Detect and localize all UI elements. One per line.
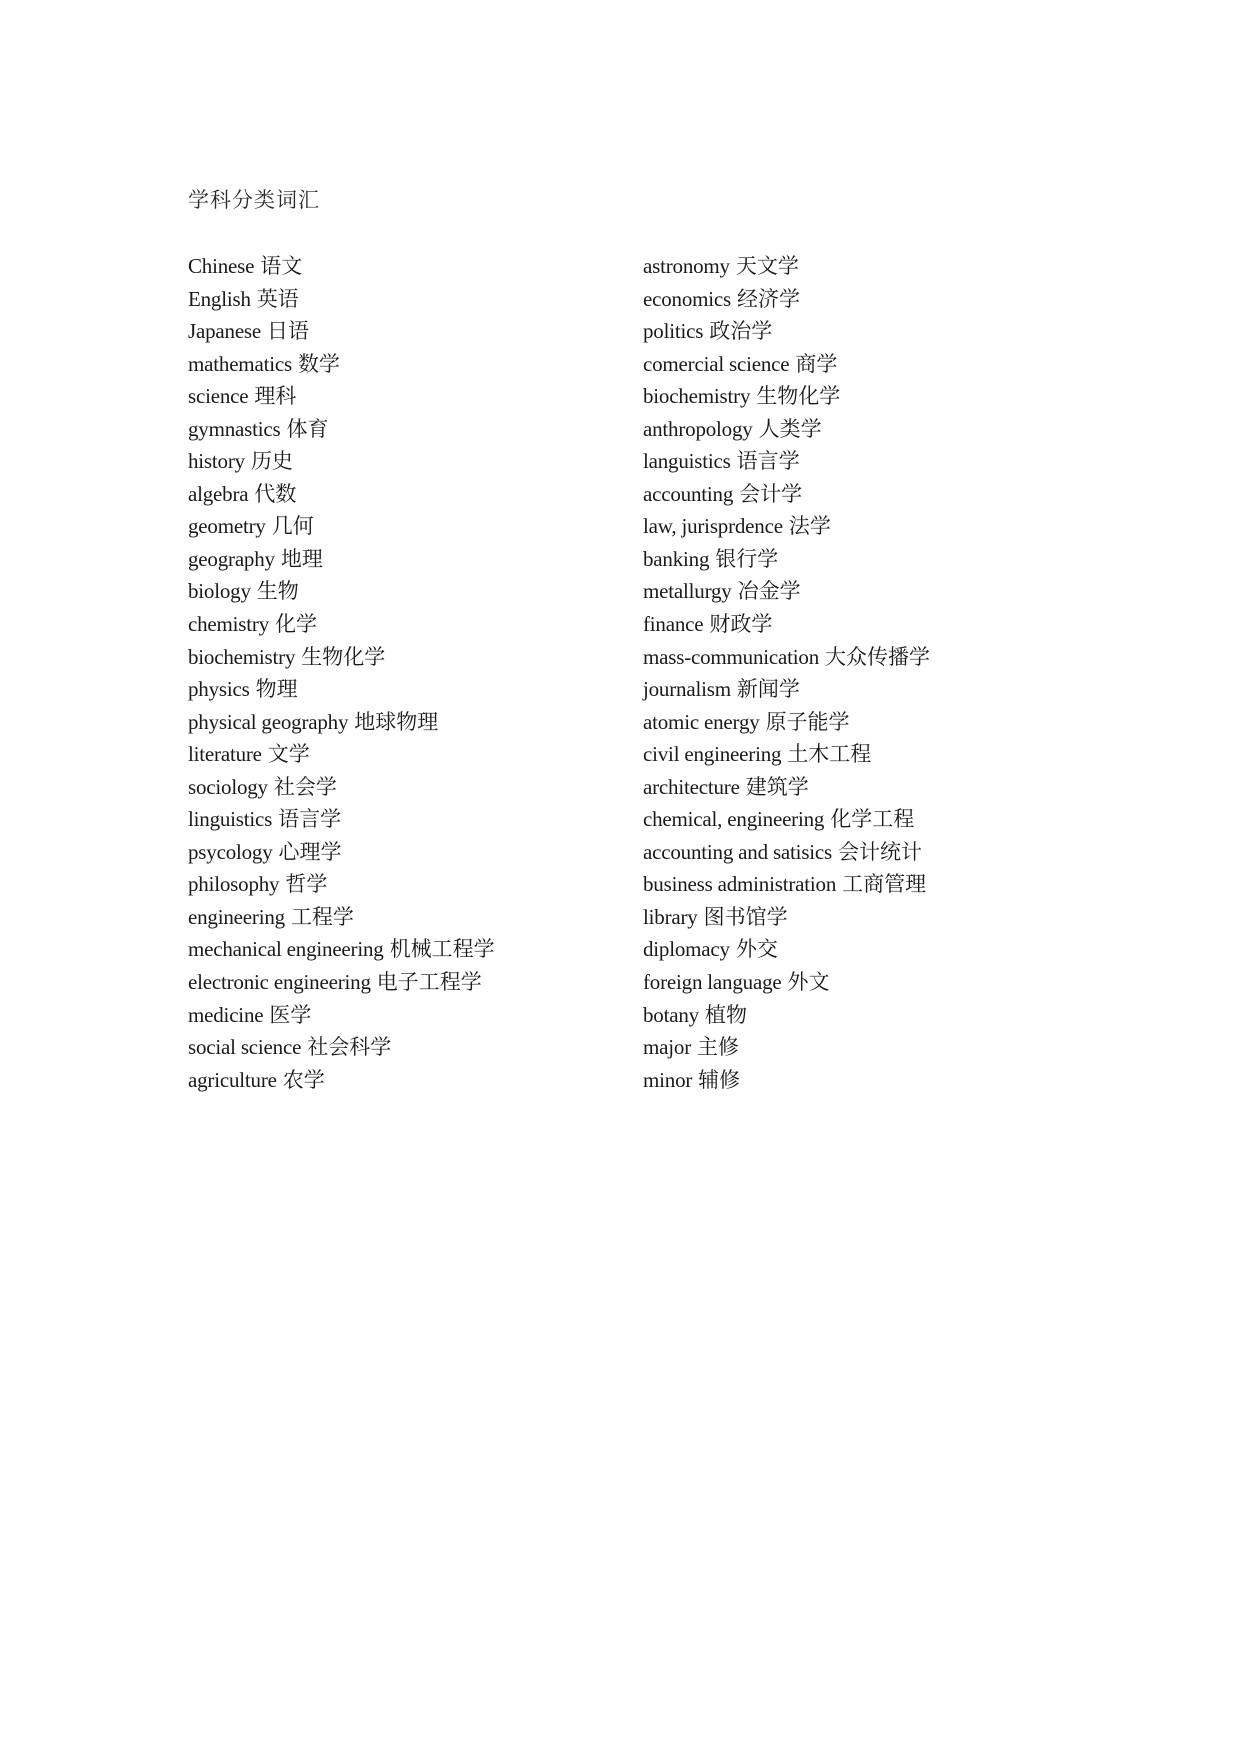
vocab-item bbox=[643, 250, 930, 283]
vocab-chinese: 外文 bbox=[787, 970, 830, 995]
vocab-chinese: 工商管理 bbox=[842, 872, 927, 897]
vocab-english: politics bbox=[643, 319, 704, 344]
vocab-chinese: 语言学 bbox=[278, 807, 342, 832]
vocab-english: gymnastics bbox=[188, 416, 281, 441]
vocab-item bbox=[643, 836, 930, 869]
vocab-item bbox=[643, 999, 930, 1032]
vocab-item bbox=[188, 250, 495, 283]
vocab-chinese: 主修 bbox=[696, 1035, 739, 1060]
vocab-chinese: 银行学 bbox=[715, 546, 779, 571]
vocab-list-left bbox=[188, 250, 495, 1096]
vocab-item bbox=[643, 543, 930, 576]
vocab-english: geometry bbox=[188, 514, 266, 539]
vocab-item bbox=[188, 543, 495, 576]
vocab-english: accounting and satisics bbox=[643, 839, 833, 864]
vocab-item bbox=[643, 673, 930, 706]
vocab-chinese: 心理学 bbox=[278, 839, 342, 864]
vocab-english: journalism bbox=[643, 677, 731, 702]
vocab-item bbox=[188, 413, 495, 446]
vocab-item bbox=[188, 380, 495, 413]
vocab-chinese: 数学 bbox=[297, 351, 340, 376]
vocab-english: Chinese bbox=[188, 254, 255, 278]
vocab-item bbox=[188, 510, 495, 543]
vocab-item bbox=[643, 771, 930, 804]
vocab-item bbox=[643, 283, 930, 316]
vocab-english: major bbox=[643, 1035, 691, 1060]
vocab-item bbox=[643, 348, 930, 381]
vocab-english: social science bbox=[188, 1035, 302, 1060]
vocab-item bbox=[188, 868, 495, 901]
vocab-chinese: 人类学 bbox=[758, 416, 822, 441]
vocab-item bbox=[643, 1031, 930, 1064]
vocab-chinese: 哲学 bbox=[285, 872, 328, 897]
vocab-chinese: 新闻学 bbox=[736, 677, 800, 702]
vocab-english: biology bbox=[188, 579, 251, 604]
vocab-chinese: 日语 bbox=[267, 319, 310, 344]
vocab-chinese: 理科 bbox=[254, 384, 297, 409]
vocab-item bbox=[643, 641, 930, 674]
vocab-chinese: 冶金学 bbox=[737, 579, 801, 604]
vocab-english: business administration bbox=[643, 872, 837, 897]
vocab-chinese: 会计统计 bbox=[838, 839, 923, 864]
vocab-item bbox=[643, 738, 930, 771]
vocab-item bbox=[188, 933, 495, 966]
vocab-item bbox=[188, 641, 495, 674]
vocab-item bbox=[643, 1064, 930, 1097]
vocab-item bbox=[188, 966, 495, 999]
vocab-chinese: 经济学 bbox=[737, 286, 801, 311]
vocab-chinese: 辅修 bbox=[698, 1067, 741, 1092]
vocab-english: mechanical engineering bbox=[188, 937, 384, 962]
vocab-item bbox=[188, 803, 495, 836]
vocab-english: psycology bbox=[188, 839, 273, 864]
document-title: 学科分类词汇 bbox=[188, 188, 320, 212]
vocab-chinese: 社会学 bbox=[273, 774, 337, 799]
vocab-chinese: 历史 bbox=[250, 449, 293, 474]
vocab-item bbox=[643, 901, 930, 934]
vocab-english: law, jurisprdence bbox=[643, 514, 783, 539]
vocab-english: physics bbox=[188, 677, 250, 702]
vocab-item bbox=[643, 966, 930, 999]
vocab-english: sociology bbox=[188, 774, 268, 799]
vocab-english: algebra bbox=[188, 481, 249, 506]
vocab-chinese: 化学工程 bbox=[830, 807, 915, 832]
vocab-english: languistics bbox=[643, 449, 731, 474]
vocab-item bbox=[188, 445, 495, 478]
vocab-chinese: 大众传播学 bbox=[825, 644, 931, 669]
vocab-item bbox=[643, 933, 930, 966]
vocab-english: comercial science bbox=[643, 351, 790, 376]
vocab-chinese: 财政学 bbox=[709, 612, 773, 637]
vocab-english: metallurgy bbox=[643, 579, 732, 604]
vocab-chinese: 土木工程 bbox=[787, 742, 872, 767]
vocab-item bbox=[643, 445, 930, 478]
vocab-item bbox=[188, 1031, 495, 1064]
vocab-chinese: 英语 bbox=[256, 286, 299, 311]
vocab-chinese: 电子工程学 bbox=[376, 970, 482, 995]
vocab-english: mass-communication bbox=[643, 644, 820, 669]
vocab-chinese: 天文学 bbox=[735, 254, 799, 278]
vocab-item bbox=[643, 706, 930, 739]
vocab-english: foreign language bbox=[643, 970, 782, 995]
vocab-chinese: 植物 bbox=[704, 1002, 747, 1027]
vocab-english: minor bbox=[643, 1067, 693, 1092]
vocab-english: atomic energy bbox=[643, 709, 760, 734]
vocab-english: philosophy bbox=[188, 872, 280, 897]
vocab-english: finance bbox=[643, 612, 704, 637]
vocab-item bbox=[188, 478, 495, 511]
vocab-chinese: 地球物理 bbox=[354, 709, 439, 734]
vocab-english: geography bbox=[188, 546, 275, 571]
vocab-chinese: 生物 bbox=[256, 579, 299, 604]
vocab-list-right bbox=[643, 250, 930, 1096]
vocab-chinese: 商学 bbox=[795, 351, 838, 376]
vocab-chinese: 社会科学 bbox=[307, 1035, 392, 1060]
vocab-english: history bbox=[188, 449, 245, 474]
vocab-chinese: 机械工程学 bbox=[389, 937, 495, 962]
vocab-item bbox=[188, 1064, 495, 1097]
vocab-english: economics bbox=[643, 286, 732, 311]
vocab-english: botany bbox=[643, 1002, 699, 1027]
vocab-item bbox=[188, 283, 495, 316]
vocab-english: science bbox=[188, 384, 249, 409]
vocab-chinese: 会计学 bbox=[739, 481, 803, 506]
vocab-chinese: 地理 bbox=[280, 546, 323, 571]
vocab-english: literature bbox=[188, 742, 262, 767]
vocab-english: civil engineering bbox=[643, 742, 782, 767]
vocab-english: architecture bbox=[643, 774, 740, 799]
vocab-english: mathematics bbox=[188, 351, 292, 376]
vocab-item bbox=[643, 575, 930, 608]
vocab-chinese: 法学 bbox=[788, 514, 831, 539]
vocab-chinese: 原子能学 bbox=[765, 709, 850, 734]
vocab-english: anthropology bbox=[643, 416, 753, 441]
vocab-english: biochemistry bbox=[643, 384, 751, 409]
vocab-item bbox=[188, 771, 495, 804]
vocab-english: chemical, engineering bbox=[643, 807, 825, 832]
vocab-item bbox=[643, 315, 930, 348]
vocab-item bbox=[643, 510, 930, 543]
vocab-item bbox=[188, 608, 495, 641]
vocab-english: accounting bbox=[643, 481, 734, 506]
vocab-item bbox=[188, 575, 495, 608]
vocab-item bbox=[643, 380, 930, 413]
vocab-english: linguistics bbox=[188, 807, 273, 832]
vocab-item bbox=[188, 348, 495, 381]
vocab-english: medicine bbox=[188, 1002, 264, 1027]
vocab-item bbox=[643, 413, 930, 446]
vocab-english: engineering bbox=[188, 904, 285, 929]
vocab-chinese: 语文 bbox=[260, 254, 303, 278]
vocab-english: library bbox=[643, 904, 698, 929]
vocab-item bbox=[188, 836, 495, 869]
vocab-chinese: 文学 bbox=[267, 742, 310, 767]
vocab-item bbox=[188, 706, 495, 739]
vocab-chinese: 建筑学 bbox=[745, 774, 809, 799]
vocab-chinese: 农学 bbox=[282, 1067, 325, 1092]
vocab-item bbox=[188, 738, 495, 771]
vocab-chinese: 图书馆学 bbox=[703, 904, 788, 929]
vocab-english: banking bbox=[643, 546, 710, 571]
vocab-chinese: 外交 bbox=[735, 937, 778, 962]
vocab-item bbox=[188, 673, 495, 706]
vocab-chinese: 语言学 bbox=[736, 449, 800, 474]
vocab-item bbox=[643, 478, 930, 511]
vocab-item bbox=[188, 315, 495, 348]
vocab-english: Japanese bbox=[188, 319, 262, 344]
vocab-chinese: 几何 bbox=[271, 514, 314, 539]
vocab-english: agriculture bbox=[188, 1067, 277, 1092]
vocab-chinese: 生物化学 bbox=[756, 384, 841, 409]
vocab-chinese: 体育 bbox=[286, 416, 329, 441]
vocab-english: English bbox=[188, 286, 251, 311]
vocab-chinese: 工程学 bbox=[290, 904, 354, 929]
vocab-chinese: 物理 bbox=[255, 677, 298, 702]
vocab-english: chemistry bbox=[188, 612, 270, 637]
vocab-item bbox=[643, 868, 930, 901]
vocab-item bbox=[643, 803, 930, 836]
vocab-item bbox=[643, 608, 930, 641]
vocab-chinese: 医学 bbox=[269, 1002, 312, 1027]
vocab-chinese: 化学 bbox=[275, 612, 318, 637]
vocab-chinese: 生物化学 bbox=[301, 644, 386, 669]
vocab-item bbox=[188, 901, 495, 934]
vocab-chinese: 政治学 bbox=[709, 319, 773, 344]
vocab-english: biochemistry bbox=[188, 644, 296, 669]
vocab-english: astronomy bbox=[643, 254, 730, 278]
vocab-english: physical geography bbox=[188, 709, 349, 734]
vocab-english: diplomacy bbox=[643, 937, 730, 962]
vocab-chinese: 代数 bbox=[254, 481, 297, 506]
vocab-english: electronic engineering bbox=[188, 970, 371, 995]
vocab-item bbox=[188, 999, 495, 1032]
